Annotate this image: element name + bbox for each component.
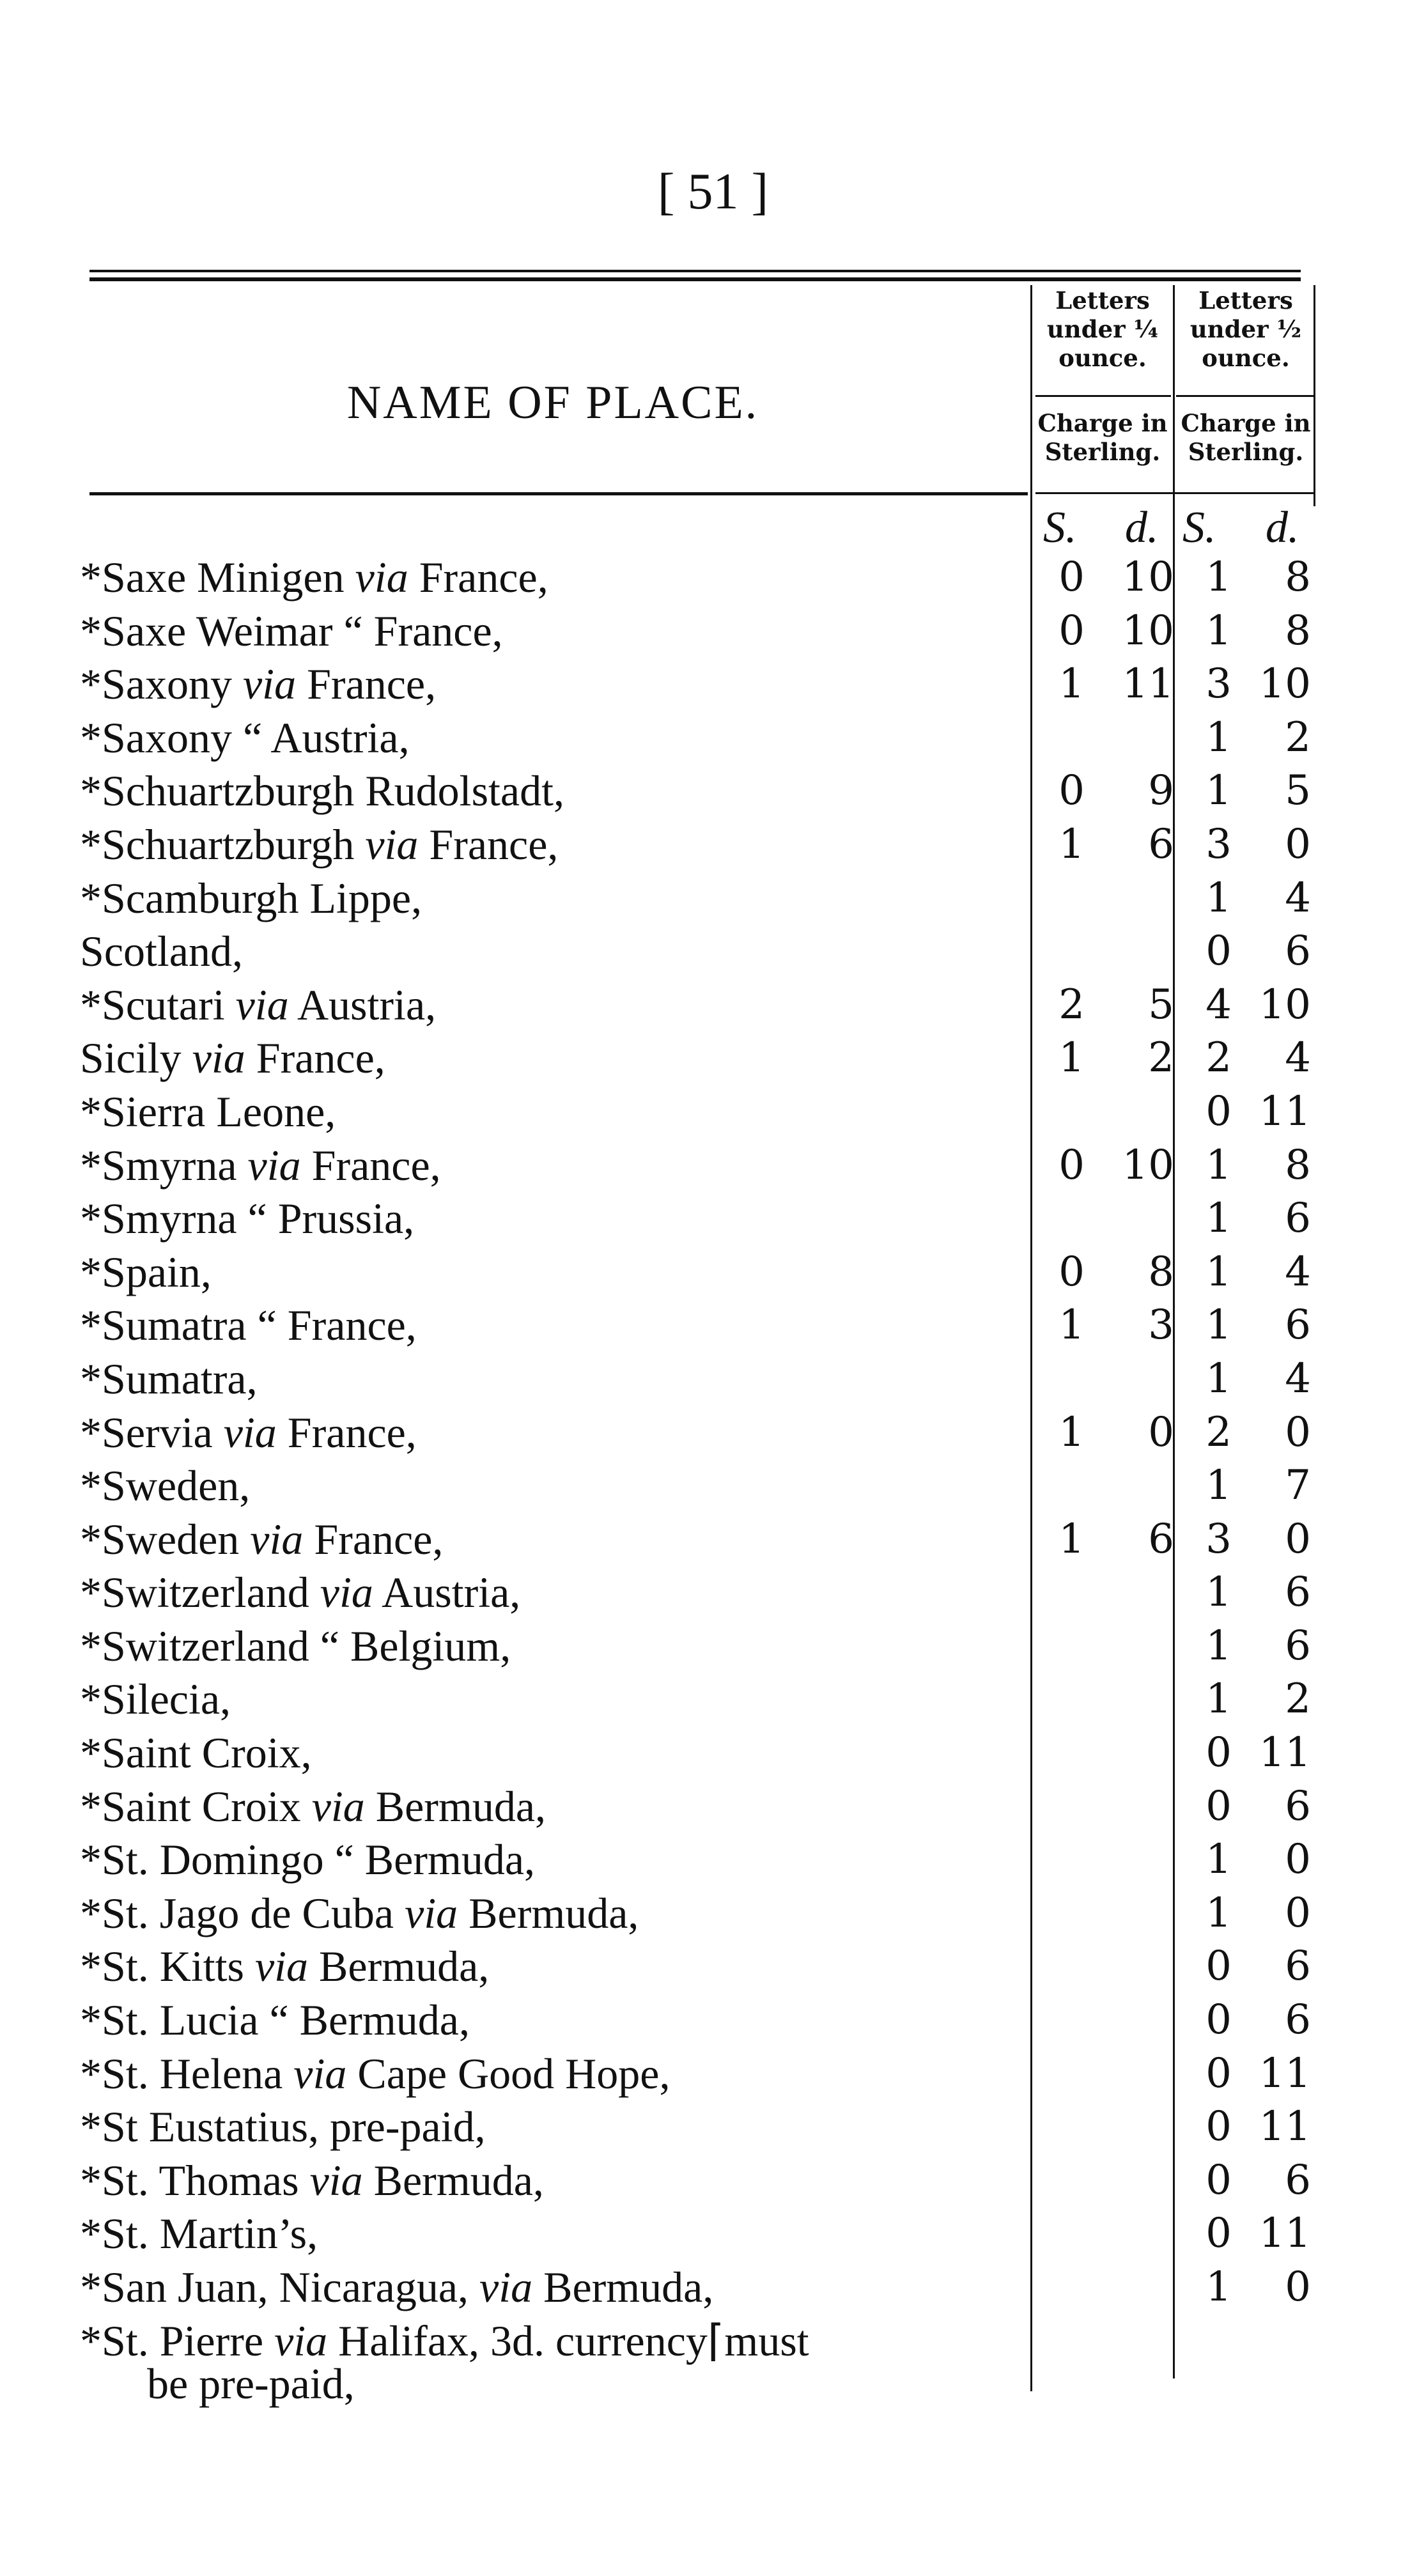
charge-half-ounce-pence: 0	[1285, 1515, 1311, 1563]
charge-half-ounce-shillings: 1	[1205, 1836, 1232, 1884]
charge-half-ounce-shillings: 1	[1205, 1354, 1232, 1402]
place-name	[80, 979, 436, 1032]
place-text: *Spain,	[80, 1247, 212, 1296]
charge-half-ounce-shillings: 1	[1205, 2263, 1232, 2311]
charge-quarter-ounce-shillings: 1	[1058, 660, 1085, 708]
place-text: France,	[303, 1514, 444, 1563]
place-name	[80, 2261, 713, 2315]
col1-unit-d: d.	[1125, 503, 1159, 552]
charge-half-ounce-pence: 11	[1259, 1729, 1311, 1777]
table-row	[80, 1139, 1326, 1193]
table-row	[80, 1780, 1326, 1834]
place-name	[80, 1299, 417, 1353]
place-name	[80, 2100, 486, 2154]
name-column-rule	[89, 492, 1028, 495]
col2-unit-s: S.	[1182, 503, 1216, 552]
charge-half-ounce-pence: 6	[1285, 1782, 1311, 1830]
place-name	[80, 658, 436, 711]
place-text: *Smyrna	[80, 1140, 248, 1190]
charge-half-ounce-pence: 6	[1285, 1943, 1311, 1990]
place-text: Cape Good Hope,	[346, 2049, 670, 2098]
place-name	[80, 2207, 318, 2261]
charge-half-ounce-pence: 2	[1285, 713, 1311, 761]
charge-half-ounce-shillings: 0	[1205, 2049, 1232, 2097]
table-row	[80, 1459, 1326, 1513]
place-text: *San Juan, Nicaragua,	[80, 2263, 480, 2311]
charge-half-ounce-shillings: 1	[1205, 1141, 1232, 1189]
place-name	[80, 872, 422, 926]
place-text: *Sweden,	[80, 1461, 251, 1510]
charge-half-ounce-shillings: 1	[1205, 1569, 1232, 1617]
col2-header-line: ounce.	[1202, 344, 1290, 372]
charge-quarter-ounce-pence: 8	[1148, 1248, 1174, 1296]
table-row	[80, 551, 1326, 605]
charge-half-ounce-pence: 10	[1259, 660, 1311, 708]
charge-quarter-ounce-shillings: 0	[1058, 554, 1085, 601]
table-row	[80, 925, 1326, 979]
charge-half-ounce-shillings: 1	[1205, 1462, 1232, 1510]
place-name	[80, 605, 503, 658]
charge-half-ounce-shillings: 1	[1205, 713, 1232, 761]
table-row	[80, 818, 1326, 872]
place-via: via	[243, 660, 297, 709]
charge-half-ounce-pence: 8	[1285, 1141, 1311, 1189]
place-text: *Smyrna “ Prussia,	[80, 1194, 415, 1243]
place-text: *St. Jago de Cuba	[80, 1888, 405, 1937]
place-name	[80, 1566, 520, 1620]
charge-half-ounce-shillings: 1	[1205, 1195, 1232, 1243]
charge-quarter-ounce-shillings: 1	[1058, 1034, 1085, 1082]
place-text: *St. Thomas	[80, 2155, 310, 2205]
place-name	[80, 1406, 417, 1460]
col1-header-line: under ¼	[1046, 315, 1159, 343]
charge-quarter-ounce-pence: 10	[1122, 1141, 1174, 1189]
place-via: via	[479, 2263, 533, 2311]
table-row	[80, 2207, 1326, 2261]
charge-half-ounce-shillings: 1	[1205, 1889, 1232, 1937]
place-name	[80, 1513, 443, 1567]
col2-header-line: Sterling.	[1188, 438, 1304, 466]
place-name	[80, 551, 548, 605]
place-name	[80, 1833, 535, 1887]
place-text: France,	[276, 1408, 417, 1457]
table-row	[80, 1994, 1326, 2047]
place-text: *Saxony	[80, 660, 243, 709]
place-via: via	[247, 1140, 301, 1190]
charge-quarter-ounce-shillings: 0	[1058, 607, 1085, 655]
charge-half-ounce-pence: 11	[1259, 2210, 1311, 2258]
place-text: Bermuda,	[458, 1888, 639, 1937]
place-text: *Saxe Weimar “ France,	[80, 606, 503, 655]
charge-half-ounce-pence: 6	[1285, 2156, 1311, 2204]
place-text: *Scutari	[80, 980, 236, 1029]
place-name	[80, 1940, 489, 1994]
place-text: France,	[418, 819, 559, 869]
charge-half-ounce-shillings: 1	[1205, 554, 1232, 601]
charge-half-ounce-pence: 7	[1285, 1462, 1311, 1510]
place-name	[80, 925, 243, 979]
charge-half-ounce-shillings: 1	[1205, 1248, 1232, 1296]
place-name	[80, 2154, 544, 2208]
charge-half-ounce-shillings: 1	[1205, 1675, 1232, 1723]
place-via: via	[250, 1514, 304, 1563]
place-name	[80, 1139, 441, 1193]
charge-half-ounce-pence: 0	[1285, 1889, 1311, 1937]
place-text: *St. Kitts	[80, 1942, 255, 1991]
place-name	[80, 764, 564, 818]
col1-header-divider	[1035, 395, 1171, 397]
col1-header-top	[1032, 286, 1173, 373]
charge-quarter-ounce-pence: 6	[1148, 1515, 1174, 1563]
charge-half-ounce-shillings: 2	[1205, 1034, 1232, 1082]
place-text: Sicily	[80, 1034, 192, 1083]
table-row	[80, 2261, 1326, 2315]
place-name	[80, 1780, 546, 1834]
place-text: Halifax, 3d. currency⌈must	[327, 2316, 809, 2365]
charge-half-ounce-shillings: 0	[1205, 1943, 1232, 1990]
table-row	[80, 1032, 1326, 1085]
charge-half-ounce-shillings: 1	[1205, 1301, 1232, 1349]
place-name	[80, 1620, 511, 1673]
col1-header-line: Sterling.	[1044, 438, 1161, 466]
place-text: *Switzerland “ Belgium,	[80, 1621, 511, 1670]
charge-half-ounce-pence: 5	[1285, 767, 1311, 815]
table-row	[80, 1513, 1326, 1567]
charge-quarter-ounce-shillings: 2	[1058, 981, 1085, 1028]
table-row	[80, 1673, 1326, 1726]
place-text: *Saint Croix	[80, 1781, 312, 1831]
table-row	[80, 1246, 1326, 1300]
table-row	[80, 764, 1326, 818]
charge-half-ounce-pence: 10	[1259, 981, 1311, 1028]
charge-half-ounce-pence: 2	[1285, 1675, 1311, 1723]
table-row	[80, 605, 1326, 658]
place-name	[80, 1994, 470, 2047]
place-text: *Scamburgh Lippe,	[80, 873, 422, 922]
place-name	[80, 1459, 250, 1513]
charge-quarter-ounce-pence: 10	[1122, 554, 1174, 601]
place-name	[80, 1085, 336, 1139]
top-rule-thick	[89, 277, 1301, 281]
place-text: *Silecia,	[80, 1675, 231, 1724]
charge-quarter-ounce-pence: 9	[1148, 767, 1174, 815]
col2-header-line: Charge in	[1181, 409, 1311, 437]
charge-half-ounce-shillings: 0	[1205, 2210, 1232, 2258]
place-text: *St. Martin’s,	[80, 2209, 318, 2258]
table-row	[80, 1406, 1326, 1460]
col2-header-line: under ½	[1190, 315, 1302, 343]
charge-half-ounce-shillings: 0	[1205, 1996, 1232, 2044]
table-row	[80, 1940, 1326, 1994]
charge-half-ounce-pence: 6	[1285, 1569, 1311, 1617]
place-text: *Saxony “ Austria,	[80, 713, 410, 762]
col2-header-divider	[1176, 395, 1314, 397]
table-row	[80, 1887, 1326, 1941]
place-name	[80, 818, 558, 872]
charge-half-ounce-pence: 0	[1285, 1836, 1311, 1884]
charge-half-ounce-pence: 6	[1285, 1996, 1311, 2044]
charge-half-ounce-shillings: 1	[1205, 874, 1232, 922]
place-text: Bermuda,	[532, 2263, 714, 2311]
charge-half-ounce-pence: 4	[1285, 1034, 1311, 1082]
col1-header-line: Letters	[1055, 286, 1150, 314]
charge-half-ounce-shillings: 3	[1205, 1515, 1232, 1563]
charge-half-ounce-pence: 6	[1285, 1195, 1311, 1243]
place-name	[80, 1032, 385, 1085]
charge-half-ounce-shillings: 1	[1205, 767, 1232, 815]
table-row	[80, 1833, 1326, 1887]
charge-quarter-ounce-shillings: 0	[1058, 767, 1085, 815]
table-row	[80, 2047, 1326, 2101]
place-text: *Sumatra “ France,	[80, 1301, 417, 1350]
col1-header-bottom	[1032, 409, 1173, 467]
charge-half-ounce-shillings: 1	[1205, 607, 1232, 655]
place-via: via	[309, 2155, 363, 2205]
place-text: *St. Domingo “ Bermuda,	[80, 1835, 536, 1884]
place-via: via	[254, 1942, 309, 1991]
charge-quarter-ounce-shillings: 1	[1058, 1408, 1085, 1456]
charge-half-ounce-shillings: 0	[1205, 927, 1232, 975]
place-name	[80, 2047, 670, 2101]
charge-half-ounce-shillings: 2	[1205, 1408, 1232, 1456]
place-text: *Saxe Minigen	[80, 553, 355, 601]
table-row	[80, 1299, 1326, 1353]
charge-half-ounce-pence: 0	[1285, 820, 1311, 868]
col2-header-top	[1175, 286, 1317, 373]
place-via: via	[365, 819, 419, 869]
charge-quarter-ounce-pence: 3	[1148, 1301, 1174, 1349]
charge-quarter-ounce-shillings: 1	[1058, 1515, 1085, 1563]
place-text: *St. Pierre	[80, 2316, 275, 2365]
charge-half-ounce-pence: 6	[1285, 1301, 1311, 1349]
place-via: via	[274, 2316, 328, 2365]
place-text: France,	[296, 660, 437, 709]
charge-half-ounce-shillings: 0	[1205, 2156, 1232, 2204]
continuation-line: be pre-paid,	[147, 2359, 355, 2408]
charge-half-ounce-pence: 0	[1285, 1408, 1311, 1456]
charge-quarter-ounce-shillings: 0	[1058, 1248, 1085, 1296]
place-via: via	[223, 1408, 277, 1457]
place-via: via	[405, 1888, 458, 1937]
col1-unit-s: S.	[1043, 503, 1077, 552]
charge-half-ounce-shillings: 0	[1205, 1729, 1232, 1777]
charge-half-ounce-pence: 4	[1285, 874, 1311, 922]
charge-quarter-ounce-pence: 0	[1148, 1408, 1174, 1456]
table-row	[80, 1353, 1326, 1406]
place-via: via	[192, 1034, 245, 1083]
place-text: *Switzerland	[80, 1568, 320, 1617]
charge-half-ounce-pence: 11	[1259, 2103, 1311, 2151]
col1-header-line: Charge in	[1037, 409, 1168, 437]
place-via: via	[293, 2049, 347, 2098]
place-name	[80, 1726, 312, 1780]
charge-quarter-ounce-pence: 5	[1148, 981, 1174, 1028]
place-text: *Schuartzburgh Rudolstadt,	[80, 766, 564, 816]
table-row	[80, 1726, 1326, 1780]
table-row	[80, 1566, 1326, 1620]
place-name	[80, 711, 410, 765]
table-row	[80, 2100, 1326, 2154]
place-name	[80, 1192, 414, 1246]
charge-half-ounce-pence: 11	[1259, 2049, 1311, 2097]
charge-half-ounce-shillings: 0	[1205, 1087, 1232, 1135]
place-text: Austria,	[288, 980, 437, 1029]
table-row	[80, 711, 1326, 765]
place-text: *Servia	[80, 1408, 224, 1457]
place-text: France,	[300, 1140, 441, 1190]
charge-quarter-ounce-pence: 2	[1148, 1034, 1174, 1082]
place-via: via	[311, 1781, 365, 1831]
place-name	[80, 1353, 258, 1406]
col2-unit-d: d.	[1266, 503, 1299, 552]
place-text: France,	[245, 1034, 385, 1083]
col2-header-bottom	[1175, 409, 1317, 467]
place-text: *Saint Croix,	[80, 1728, 312, 1778]
table-row	[80, 658, 1326, 711]
charge-half-ounce-shillings: 1	[1205, 1622, 1232, 1670]
charge-half-ounce-pence: 11	[1259, 1087, 1311, 1135]
place-text: *St. Lucia “ Bermuda,	[80, 1996, 470, 2045]
charge-quarter-ounce-shillings: 0	[1058, 1141, 1085, 1189]
charge-half-ounce-shillings: 3	[1205, 660, 1232, 708]
charge-half-ounce-pence: 8	[1285, 607, 1311, 655]
charge-quarter-ounce-pence: 11	[1122, 660, 1174, 708]
place-text: France,	[408, 553, 548, 601]
charge-quarter-ounce-pence: 6	[1148, 820, 1174, 868]
place-name	[80, 1887, 639, 1941]
place-via: via	[355, 553, 408, 601]
charge-quarter-ounce-shillings: 1	[1058, 1301, 1085, 1349]
place-text: *St. Helena	[80, 2049, 294, 2098]
place-via: via	[320, 1568, 373, 1617]
place-text: Austria,	[373, 1568, 521, 1617]
place-text: *Schuartzburgh	[80, 819, 366, 869]
charge-quarter-ounce-shillings: 1	[1058, 820, 1085, 868]
place-via: via	[235, 980, 289, 1029]
place-text: *Sumatra,	[80, 1354, 258, 1403]
top-rule-thin	[89, 270, 1301, 272]
place-text: Scotland,	[80, 927, 243, 976]
charge-half-ounce-pence: 6	[1285, 1622, 1311, 1670]
place-text: *Sierra Leone,	[80, 1087, 336, 1136]
charge-half-ounce-shillings: 0	[1205, 2103, 1232, 2151]
place-name	[80, 1246, 212, 1300]
table-row	[80, 1085, 1326, 1139]
charge-half-ounce-shillings: 4	[1205, 981, 1232, 1028]
table-row	[80, 1620, 1326, 1673]
charge-quarter-ounce-pence: 10	[1122, 607, 1174, 655]
page-number: [ 51 ]	[657, 164, 769, 220]
name-of-place-heading: NAME OF PLACE.	[346, 376, 759, 429]
charge-half-ounce-pence: 0	[1285, 2263, 1311, 2311]
table-row	[80, 2154, 1326, 2208]
postage-table-body	[80, 551, 1326, 2368]
place-text: *Sweden	[80, 1514, 251, 1563]
table-row	[80, 872, 1326, 926]
charge-half-ounce-pence: 8	[1285, 554, 1311, 601]
place-text: Bermuda,	[362, 2155, 544, 2205]
charge-half-ounce-shillings: 0	[1205, 1782, 1232, 1830]
place-text: *St Eustatius, pre-paid,	[80, 2102, 486, 2152]
place-text: Bermuda,	[308, 1942, 490, 1991]
place-name	[80, 1673, 231, 1726]
col1-header-line: ounce.	[1058, 344, 1147, 372]
table-row	[80, 1192, 1326, 1246]
charge-half-ounce-pence: 6	[1285, 927, 1311, 975]
col2-header-line: Letters	[1198, 286, 1293, 314]
charge-half-ounce-pence: 4	[1285, 1354, 1311, 1402]
place-text: Bermuda,	[364, 1781, 546, 1831]
charge-half-ounce-shillings: 3	[1205, 820, 1232, 868]
charge-half-ounce-pence: 4	[1285, 1248, 1311, 1296]
table-row	[80, 979, 1326, 1032]
col2-right-rule	[1314, 285, 1315, 506]
